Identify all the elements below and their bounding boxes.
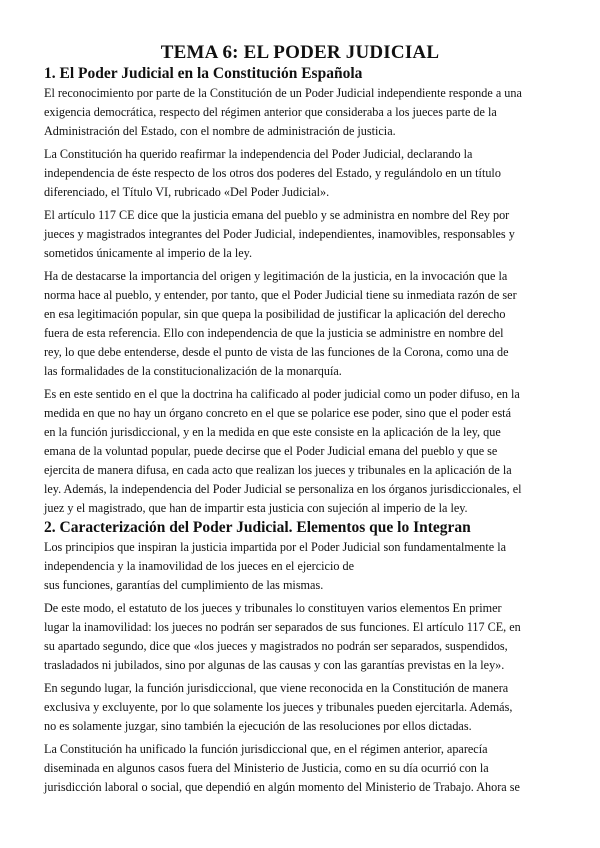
text-line: lugar la inamovilidad: los jueces no podrán ser separados de sus funciones. El artículo 117 CE, en [44,620,521,634]
text-line: Los principios que inspiran la justicia impartida por el Poder Judicial son fundamentalmente la [44,540,506,554]
text-line: El reconocimiento por parte de la Constitución de un Poder Judicial independiente responde a una [44,86,522,100]
text-line: las formalidades de la constitucionalización de la monarquía. [44,364,342,378]
text-line: juez y el magistrado, que han de impartir esta justicia con sujeción al imperio de la ley. [44,501,468,515]
text-line: ley. Además, la independencia del Poder Judicial se personaliza en los órganos jurisdiccionales, el [44,482,522,496]
section-1 [44,64,556,518]
text-line: rey, lo que debe entenderse, desde el punto de vista de las funciones de la Corona, como una de [44,345,509,359]
section-2-paragraph-4 [44,740,556,797]
text-line: exigencia democrática, respecto del régimen anterior que consideraba a los jueces parte de la [44,105,497,119]
text-line: La Constitución ha unificado la función jurisdiccional que, en el régimen anterior, aparecía [44,742,488,756]
section-1-heading: 1. El Poder Judicial en la Constitución Española [44,65,363,82]
text-line: De este modo, el estatuto de los jueces y tribunales lo constituyen varios elementos En primer [44,601,502,615]
text-line: jurisdicción laboral o social, que dependió en algún momento del Ministerio de Trabajo. Ahora se [44,780,520,794]
section-1-paragraph-1 [44,84,556,141]
text-line: Ha de destacarse la importancia del origen y legitimación de la justicia, en la invocación que la [44,269,508,283]
text-line: independencia y la inamovilidad de los jueces en el ejercicio de [44,559,354,573]
text-line: norma hace al pueblo, y entender, por tanto, que el Poder Judicial tiene su inmediata razón de ser [44,288,517,302]
section-2-paragraph-1 [44,538,556,595]
text-line: ejercita de manera difusa, en cada acto que realizan los jueces y tribunales en la aplicación de la [44,463,512,477]
text-line: sus funciones, garantías del cumplimiento de las mismas. [44,578,324,592]
text-line: en esa legitimación popular, sin que quepa la posibilidad de justificar la aplicación del derecho [44,307,506,321]
text-line: trasladados ni jubilados, sino por algunas de las causas y con las garantías previstas en la ley». [44,658,505,672]
text-line: emana de la voluntad popular, puede decirse que el Poder Judicial emana del pueblo y que se [44,444,498,458]
document-title: TEMA 6: EL PODER JUDICIAL [160,42,440,63]
section-1-paragraph-2 [44,145,556,202]
section-2-heading: 2. Caracterización del Poder Judicial. Elementos que lo Integran [44,519,471,536]
text-line: su apartado segundo, dice que «los jueces y magistrados no podrán ser separados, suspendidos, [44,639,508,653]
text-line: Administración del Estado, con el nombre de administración de justicia. [44,124,396,138]
text-line: La Constitución ha querido reafirmar la independencia del Poder Judicial, declarando la [44,147,473,161]
text-line: fuera de esta referencia. Ello con independencia de que la justicia se administre en nombre del [44,326,504,340]
text-line: exclusiva y excluyente, por lo que solamente los jueces y tribunales pueden ejercitarla. Además, [44,700,513,714]
text-line: jueces y magistrados integrantes del Poder Judicial, independientes, inamovibles, responsables y [44,227,515,241]
text-line: independencia de éste respecto de los otros dos poderes del Estado, y regulándolo en un título [44,166,501,180]
section-1-paragraph-3 [44,206,556,263]
section-1-paragraph-4 [44,267,556,381]
text-line: diseminada en algunos casos fuera del Ministerio de Justicia, como en su día ocurrió con la [44,761,489,775]
text-line: no es solamente juzgar, sino también la ejecución de las resoluciones por ellos dictadas. [44,719,472,733]
section-2-paragraph-3 [44,679,556,736]
text-line: El artículo 117 CE dice que la justicia emana del pueblo y se administra en nombre del Rey por [44,208,510,222]
text-line: diferenciado, el Título VI, rubricado «Del Poder Judicial». [44,185,330,199]
section-1-paragraph-5 [44,385,556,518]
section-2 [44,518,556,797]
section-2-paragraph-2 [44,599,556,675]
text-line: en la función jurisdiccional, y en la medida en que este consiste en la aplicación de la ley, que [44,425,501,439]
text-line: sometidos únicamente al imperio de la ley. [44,246,253,260]
text-line: medida en que no hay un órgano concreto en el que se polarice ese poder, sino que el poder está [44,406,511,420]
text-line: En segundo lugar, la función jurisdiccional, que viene reconocida en la Constitución de manera [44,681,509,695]
text-line: Es en este sentido en el que la doctrina ha calificado al poder judicial como un poder difuso, en la [44,387,520,401]
